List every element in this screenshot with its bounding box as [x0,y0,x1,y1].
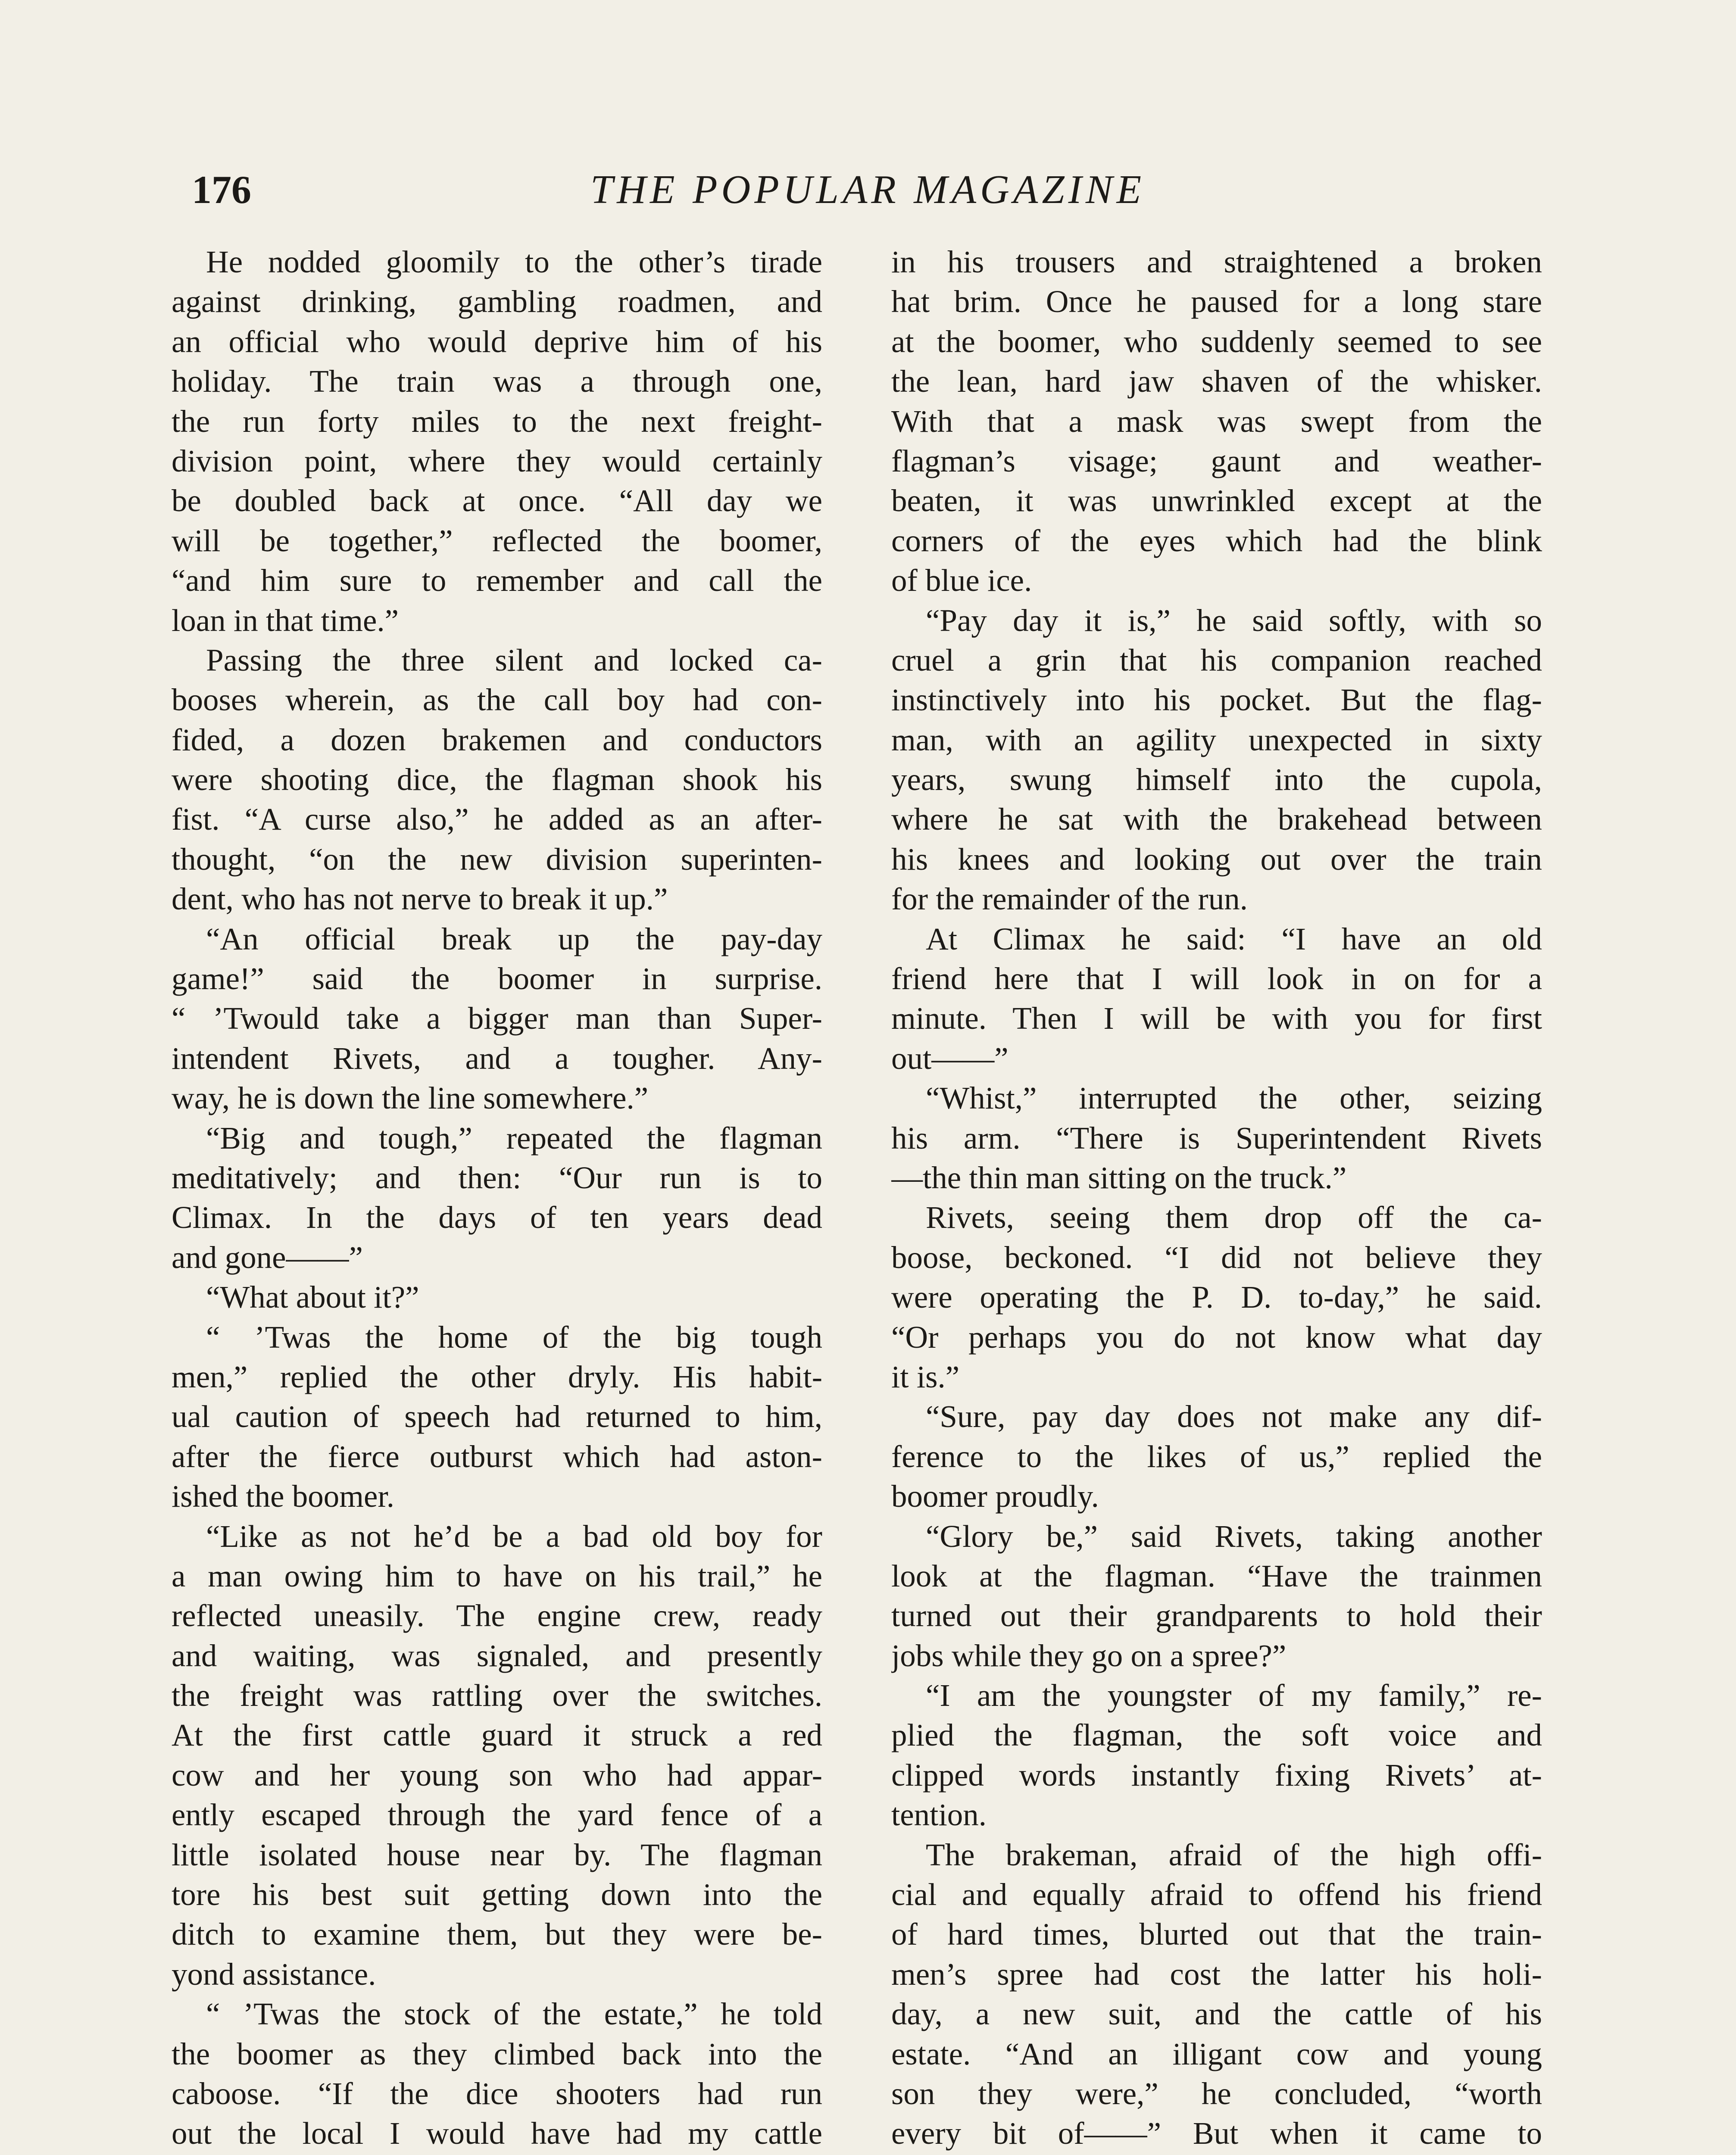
text-line: man, with an agility unexpected in sixty [891,722,1542,757]
text-line: be doubled back at once. “All day we [172,483,822,518]
text-line: the lean, hard jaw shaven of the whisker. [891,364,1542,399]
text-line: caboose. “If the dice shooters had run [172,2076,822,2111]
text-line: were operating the P. D. to-day,” he said. [891,1280,1542,1315]
text-line: Passing the three silent and locked ca- [206,642,822,678]
text-line: friend here that I will look in on for a [891,961,1542,996]
left-column [172,242,822,2155]
text-line: an official who would deprive him of his [172,324,822,359]
text-line: —the thin man sitting on the truck.” [891,1160,1347,1195]
text-line: son they were,” he concluded, “worth [891,2076,1542,2111]
text-line: a man owing him to have on his trail,” he [172,1558,822,1593]
text-line: men,” replied the other dryly. His habit- [172,1359,822,1394]
text-line: “Big and tough,” repeated the flagman [206,1120,822,1156]
text-line: the run forty miles to the next freight- [172,403,822,439]
text-line: out the local I would have had my cattle [172,2116,822,2151]
text-line: At Climax he said: “I have an old [926,921,1542,956]
text-line: boomer proudly. [891,1479,1099,1514]
text-line: tention. [891,1797,987,1833]
text-line: for the remainder of the run. [891,881,1248,917]
text-line: “Pay day it is,” he said softly, with so [926,603,1542,638]
text-line: little isolated house near by. The flagman [172,1837,822,1872]
text-line: will be together,” reflected the boomer, [172,523,822,558]
text-line: At the first cattle guard it struck a red [172,1718,822,1753]
text-line: men’s spree had cost the latter his holi- [891,1956,1542,1992]
text-line: “Sure, pay day does not make any dif- [926,1399,1542,1434]
text-line: beaten, it was unwrinkled except at the [891,483,1542,518]
text-line: where he sat with the brakehead between [891,802,1542,837]
text-line: thought, “on the new division superinten- [172,841,822,877]
text-line: against drinking, gambling roadmen, and [172,284,822,319]
text-line: With that a mask was swept from the [891,403,1542,439]
text-line: it is.” [891,1359,960,1394]
text-line: and gone——” [172,1240,363,1275]
text-line: ditch to examine them, but they were be- [172,1917,822,1952]
text-line: his arm. “There is Superintendent Rivets [891,1120,1542,1156]
text-line: “Or perhaps you do not know what day [891,1319,1542,1355]
text-line: years, swung himself into the cupola, [891,762,1542,797]
text-line: his knees and looking out over the train [891,841,1542,877]
text-line: “ ’Twas the stock of the estate,” he told [206,1996,822,2032]
text-line: were shooting dice, the flagman shook his [172,762,822,797]
text-line: fided, a dozen brakemen and conductors [172,722,822,757]
text-line: clipped words instantly fixing Rivets’ at- [891,1757,1542,1793]
text-line: turned out their grandparents to hold their [891,1598,1542,1633]
text-line: “I am the youngster of my family,” re- [926,1678,1542,1713]
text-line: look at the flagman. “Have the trainmen [891,1558,1542,1593]
text-line: corners of the eyes which had the blink [891,523,1542,558]
text-line: reflected uneasily. The engine crew, ready [172,1598,822,1633]
text-line: ently escaped through the yard fence of a [172,1797,822,1833]
text-line: ished the boomer. [172,1479,394,1514]
text-line: way, he is down the line somewhere.” [172,1081,649,1116]
text-line: game!” said the boomer in surprise. [172,961,822,996]
text-line: plied the flagman, the soft voice and [891,1718,1542,1753]
text-line: after the fierce outburst which had aston- [172,1439,822,1474]
text-line: “Whist,” interrupted the other, seizing [926,1081,1542,1116]
text-line: boose, beckoned. “I did not believe they [891,1240,1542,1275]
text-line: the freight was rattling over the switches. [172,1678,822,1713]
text-line: every bit of——” But when it came to [891,2116,1542,2151]
text-line: instinctively into his pocket. But the flag- [891,682,1542,718]
text-line: “Glory be,” said Rivets, taking another [926,1518,1542,1554]
text-line: of hard times, blurted out that the train- [891,1917,1542,1952]
page-header [0,164,1736,216]
page-number: 176 [192,168,251,212]
text-line: flagman’s visage; gaunt and weather- [891,443,1542,478]
text-line: estate. “And an illigant cow and young [891,2036,1542,2071]
text-line: “ ’Twould take a bigger man than Super- [172,1001,822,1036]
text-line: holiday. The train was a through one, [172,364,822,399]
text-line: Climax. In the days of ten years dead [172,1200,822,1235]
text-line: tore his best suit getting down into the [172,1877,822,1912]
text-line: “Like as not he’d be a bad old boy for [206,1518,822,1554]
text-line: cial and equally afraid to offend his friend [891,1877,1542,1912]
text-line: the boomer as they climbed back into the [172,2036,822,2071]
text-line: loan in that time.” [172,603,399,638]
text-line: minute. Then I will be with you for first [891,1001,1542,1036]
text-line: fist. “A curse also,” he added as an after- [172,802,822,837]
text-line: hat brim. Once he paused for a long stare [891,284,1542,319]
text-line: day, a new suit, and the cattle of his [891,1996,1542,2032]
text-line: booses wherein, as the call boy had con- [172,682,822,718]
text-line: at the boomer, who suddenly seemed to see [891,324,1542,359]
text-line: of blue ice. [891,563,1032,598]
running-title: THE POPULAR MAGAZINE [590,167,1146,212]
text-line: Rivets, seeing them drop off the ca- [926,1200,1542,1235]
text-line: yond assistance. [172,1956,376,1992]
text-line: ual caution of speech had returned to him, [172,1399,822,1434]
text-line: The brakeman, afraid of the high offi- [926,1837,1542,1872]
text-line: jobs while they go on a spree?” [891,1638,1286,1673]
text-line: He nodded gloomily to the other’s tirade [206,244,822,279]
text-line: ference to the likes of us,” replied the [891,1439,1542,1474]
text-line: dent, who has not nerve to break it up.” [172,881,668,917]
text-line: “and him sure to remember and call the [172,563,822,598]
text-line: division point, where they would certainly [172,443,822,478]
text-line: cruel a grin that his companion reached [891,642,1542,678]
text-line: “What about it?” [206,1280,419,1315]
text-line: “An official break up the pay-day [206,921,822,956]
text-line: intendent Rivets, and a tougher. Any- [172,1040,822,1076]
right-column [891,242,1542,2155]
text-line: out——” [891,1040,1009,1076]
text-line: meditatively; and then: “Our run is to [172,1160,822,1195]
text-line: “ ’Twas the home of the big tough [206,1319,822,1355]
text-line: in his trousers and straightened a broken [891,244,1542,279]
text-line: and waiting, was signaled, and presently [172,1638,822,1673]
text-line: cow and her young son who had appar- [172,1757,822,1793]
